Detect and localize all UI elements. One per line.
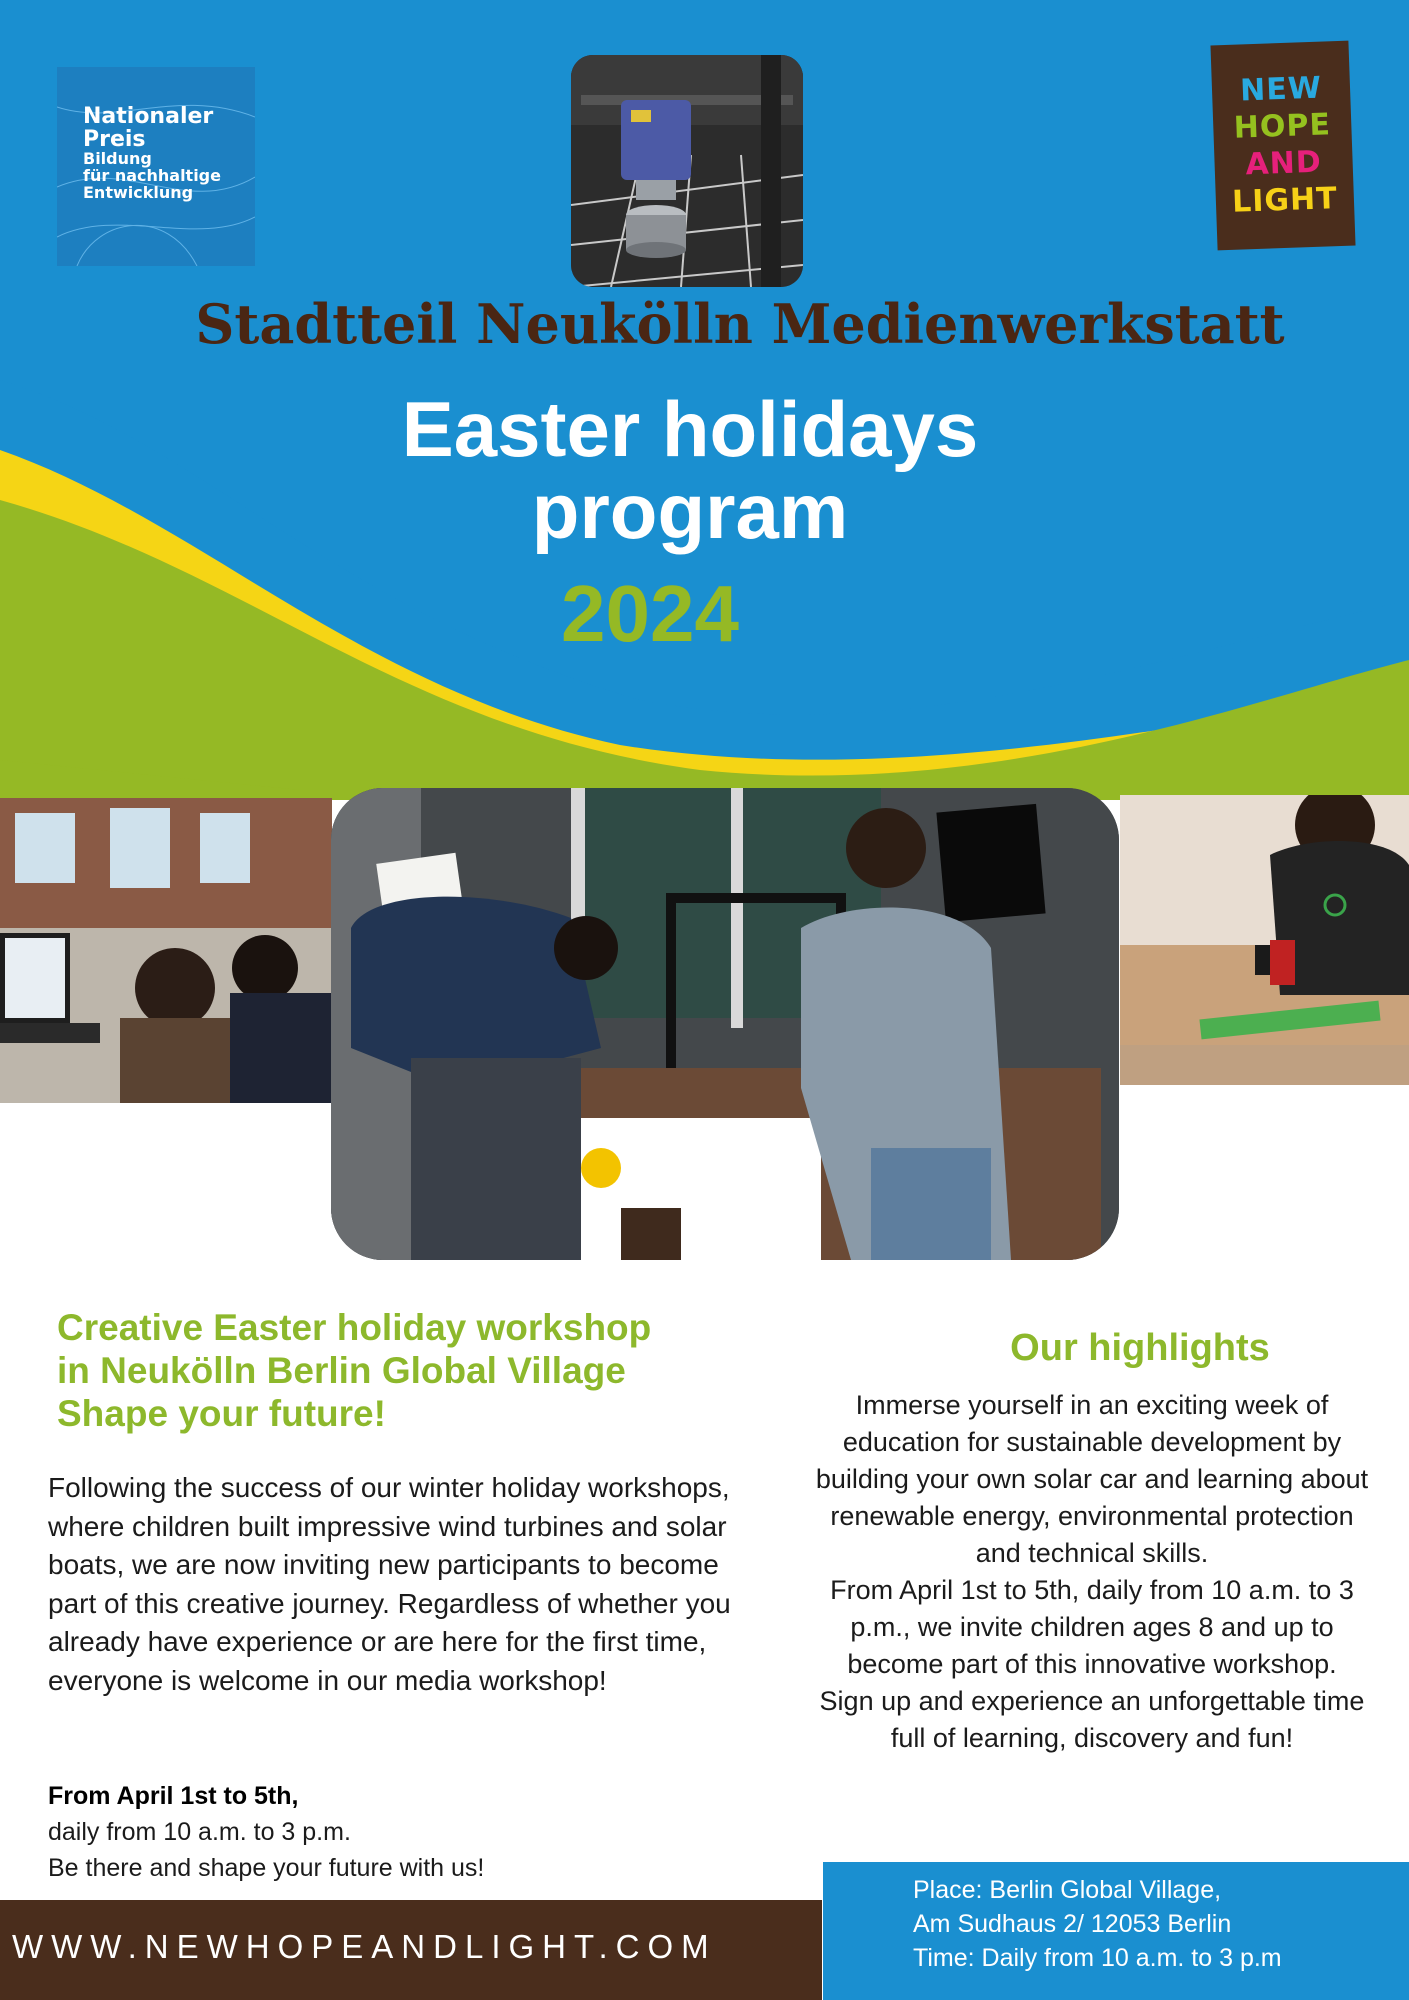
award-logo xyxy=(57,67,255,266)
highlights-line: From April 1st to 5th, daily from 10 a.m. to 3 xyxy=(830,1575,1354,1605)
highlights-line: Sign up and experience an unforgettable time xyxy=(819,1686,1365,1716)
printer-nozzle-photo xyxy=(571,55,803,287)
workshop-daily-hours: daily from 10 a.m. to 3 p.m. xyxy=(48,1818,351,1846)
highlights-line: and technical skills. xyxy=(975,1538,1209,1568)
workshop-3d-printer-illustration xyxy=(331,788,1119,1260)
place-line: Place: Berlin Global Village, xyxy=(913,1876,1222,1904)
award-logo-line-5: Entwicklung xyxy=(83,182,194,202)
time-line: Time: Daily from 10 a.m. to 3 p.m xyxy=(913,1944,1282,1972)
brand-logo-word-4: LIGHT xyxy=(1231,181,1339,220)
workshop-3d-printer-photo xyxy=(331,788,1119,1260)
child-drill-illustration xyxy=(1120,795,1409,1085)
workshop-title xyxy=(57,1306,797,1435)
highlights-line: education for sustainable development by xyxy=(842,1427,1342,1457)
brand-logo-word-1: NEW xyxy=(1239,70,1323,109)
workshop-title-line-3: Shape your future! xyxy=(57,1393,386,1434)
students-computer-illustration xyxy=(0,798,332,1103)
highlights-line: renewable energy, environmental protection xyxy=(830,1501,1354,1531)
workshop-closing-line: Be there and shape your future with us! xyxy=(48,1854,485,1882)
program-title-line-1: Easter holidays xyxy=(401,385,979,473)
printer-nozzle-illustration xyxy=(571,55,803,287)
address-line: Am Sudhaus 2/ 12053 Berlin xyxy=(913,1910,1232,1938)
brand-logo xyxy=(1210,41,1355,251)
students-computer-photo xyxy=(0,798,332,1103)
award-logo-line-1: Nationaler xyxy=(83,104,214,129)
workshop-title-line-2: in Neukölln Berlin Global Village xyxy=(57,1350,626,1391)
program-title xyxy=(300,385,1080,555)
website-link[interactable]: WWW.NEWHOPEANDLIGHT.COM xyxy=(12,1928,717,1965)
program-title-line-2: program xyxy=(531,467,849,555)
workshop-dates: From April 1st to 5th, xyxy=(48,1782,299,1810)
brand-logo-word-2: HOPE xyxy=(1233,107,1332,146)
highlights-line: full of learning, discovery and fun! xyxy=(890,1723,1294,1753)
highlights-title: Our highlights xyxy=(1010,1327,1270,1369)
highlights-line: Immerse yourself in an exciting week of xyxy=(855,1390,1329,1420)
place-time-box xyxy=(823,1862,1409,2000)
highlights-line: building your own solar car and learning about xyxy=(815,1464,1369,1494)
workshop-title-line-1: Creative Easter holiday workshop xyxy=(57,1307,652,1348)
brand-logo-word-3: AND xyxy=(1244,144,1323,183)
workshop-description: Following the success of our winter holiday workshops, where children built impressive wind turbines and solar boats, we are now inviting new participants to become part of this creative journey. Regardless of whether you already have experience or are here for the first time, everyone is welcome in our media workshop! xyxy=(48,1472,731,1696)
highlights-text xyxy=(775,1387,1409,1757)
highlights-line: p.m., we invite children ages 8 and up to xyxy=(850,1612,1334,1642)
award-logo-line-4: für nachhaltige xyxy=(83,165,221,185)
award-logo-line-3: Bildung xyxy=(83,149,152,169)
highlights-line: become part of this innovative workshop. xyxy=(847,1649,1337,1679)
child-drill-photo xyxy=(1120,795,1409,1085)
award-logo-line-2: Preis xyxy=(83,127,146,153)
site-name-heading: Stadtteil Neukölln Medienwerkstatt xyxy=(195,292,1285,356)
program-year: 2024 xyxy=(561,569,739,658)
